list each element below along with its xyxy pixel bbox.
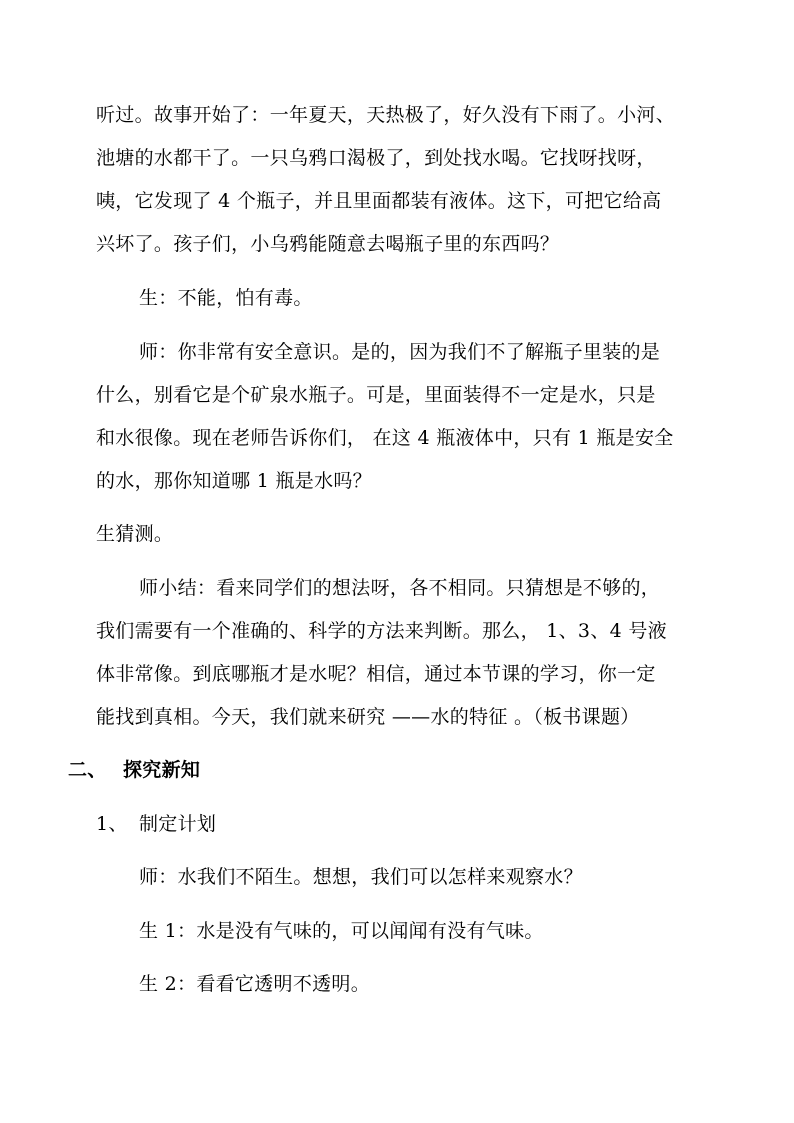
- subsection-heading: [96, 812, 216, 836]
- teacher-summary-line: 能找到真相。今天，我们就来研究 ——水的特征 。（板书课题）: [96, 706, 640, 728]
- student-answer-line: 生：不能，怕有毒。: [139, 287, 313, 309]
- teacher-line: 和水很像。现在老师告诉你们， 在这 4 瓶液体中，只有 1 瓶是安全: [96, 427, 674, 449]
- section-heading: [68, 758, 200, 782]
- teacher-summary-line: 体非常像。到底哪瓶才是水呢？相信，通过本节课的学习，你一定: [96, 663, 656, 685]
- teacher-summary-line: 师小结：看来同学们的想法呀，各不相同。只猜想是不够的，: [139, 577, 661, 599]
- section-heading-title: 探究新知: [123, 759, 201, 781]
- student-guess-line: 生猜测。: [96, 523, 174, 545]
- paragraph-line: 池塘的水都干了。一只乌鸦口渴极了，到处找水喝。它找呀找呀，: [96, 147, 656, 169]
- paragraph-line: 听过。故事开始了：一年夏天，天热极了，好久没有下雨了。小河、: [96, 104, 676, 126]
- section-heading-marker: 二、: [68, 759, 107, 781]
- teacher-line: 什么，别看它是个矿泉水瓶子。可是，里面装得不一定是水，只是: [96, 384, 656, 406]
- dialogue-line: 生 1：水是没有气味的，可以闻闻有没有气味。: [139, 920, 544, 942]
- dialogue-line: 师：水我们不陌生。想想，我们可以怎样来观察水？: [139, 866, 583, 888]
- subsection-marker: 1、: [96, 813, 128, 835]
- teacher-line: 师：你非常有安全意识。是的，因为我们不了解瓶子里装的是: [139, 341, 661, 363]
- teacher-line: 的水，那你知道哪 1 瓶是水吗？: [96, 470, 372, 492]
- teacher-summary-line: 我们需要有一个准确的、科学的方法来判断。那么， 1、3、4 号液: [96, 620, 667, 642]
- paragraph-line: 咦，它发现了 4 个瓶子，并且里面都装有液体。这下，可把它给高: [96, 190, 662, 212]
- dialogue-line: 生 2：看看它透明不透明。: [139, 973, 371, 995]
- paragraph-line: 兴坏了。孩子们，小乌鸦能随意去喝瓶子里的东西吗？: [96, 233, 560, 255]
- subsection-title: 制定计划: [139, 813, 217, 835]
